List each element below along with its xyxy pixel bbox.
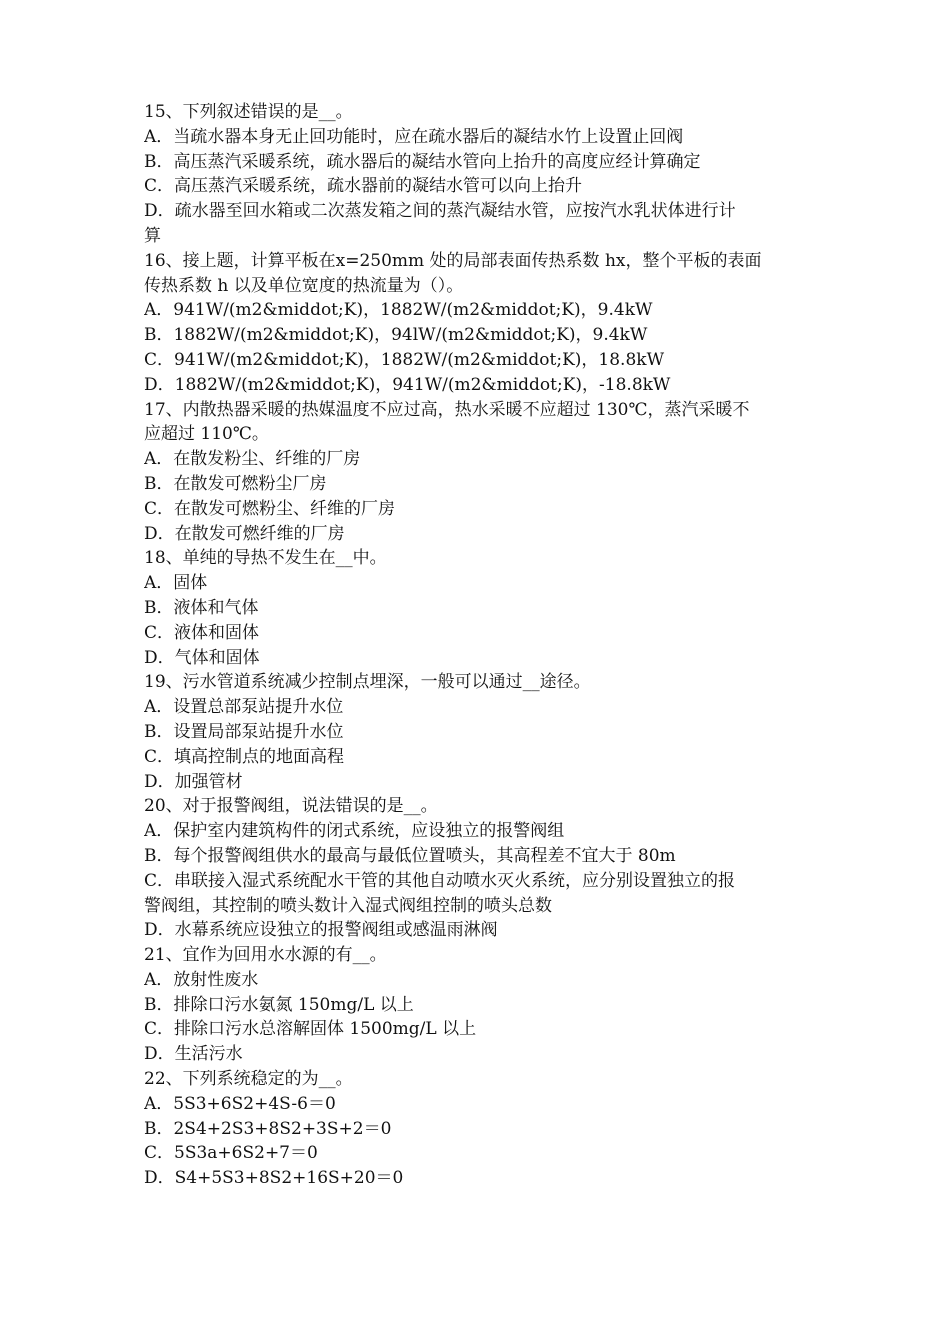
answer-option [144, 621, 810, 646]
question-block [144, 249, 810, 398]
question-block [144, 398, 810, 547]
answer-option-line: D．气体和固体 [144, 647, 260, 668]
answer-option-line: D．水幕系统应设独立的报警阀组或感温雨淋阀 [144, 920, 498, 941]
answer-option-line: C．5S3a+6S2+7＝0 [144, 1143, 318, 1164]
question-block [144, 100, 810, 249]
answer-option-line: A．941W/(m2&middot;K)，1882W/(m2&middot;K)，9.4kW [144, 300, 653, 321]
question-stem-line: 22、下列系统稳定的为__。 [144, 1069, 353, 1090]
answer-option [144, 1042, 810, 1067]
question-stem [144, 943, 810, 968]
question-stem-line: 19、污水管道系统减少控制点埋深，一般可以通过__途径。 [144, 672, 591, 693]
answer-option [144, 1166, 810, 1191]
answer-option [144, 596, 810, 621]
answer-option-line: B．设置局部泵站提升水位 [144, 721, 344, 742]
answer-option [144, 199, 810, 249]
answer-option-line: B．排除口污水氨氮 150mg/L 以上 [144, 994, 414, 1015]
answer-option-line: D．加强管材 [144, 771, 243, 792]
answer-option [144, 1141, 810, 1166]
answer-option [144, 373, 810, 398]
answer-option-line: A．固体 [144, 573, 208, 594]
answer-option [144, 298, 810, 323]
question-stem-line: 20、对于报警阀组，说法错误的是__。 [144, 796, 438, 817]
answer-option [144, 174, 810, 199]
answer-option-line: C．941W/(m2&middot;K)，1882W/(m2&middot;K)，18.8kW [144, 349, 665, 370]
question-stem-line: 应超过 110℃。 [144, 424, 269, 445]
answer-option-line: A．保护室内建筑构件的闭式系统，应设独立的报警阀组 [144, 821, 565, 842]
answer-option [144, 968, 810, 993]
answer-option-line: A．放射性废水 [144, 969, 259, 990]
answer-option [144, 646, 810, 671]
answer-option [144, 150, 810, 175]
answer-option-line: C．高压蒸汽采暖系统，疏水器前的凝结水管可以向上抬升 [144, 176, 583, 197]
document-page [144, 100, 810, 1191]
question-stem-line: 传热系数 h 以及单位宽度的热流量为（）。 [144, 275, 464, 296]
answer-option-line: A．在散发粉尘、纤维的厂房 [144, 449, 361, 470]
answer-option-line: C．串联接入湿式系统配水干管的其他自动喷水灭火系统，应分别设置独立的报 [144, 870, 736, 891]
answer-option [144, 571, 810, 596]
question-stem-line: 16、接上题，计算平板在x=250mm 处的局部表面传热系数 hx，整个平板的表面 [144, 250, 762, 271]
question-stem [144, 100, 810, 125]
answer-option-line: B．液体和气体 [144, 597, 259, 618]
question-block [144, 546, 810, 670]
answer-option [144, 1117, 810, 1142]
question-block [144, 1067, 810, 1191]
answer-option-line: C．排除口污水总溶解固体 1500mg/L 以上 [144, 1019, 477, 1040]
answer-option-line: D．在散发可燃纤维的厂房 [144, 523, 345, 544]
question-block [144, 794, 810, 943]
answer-option [144, 348, 810, 373]
answer-option-line: C．在散发可燃粉尘、纤维的厂房 [144, 498, 396, 519]
answer-option [144, 1092, 810, 1117]
answer-option-line: A．5S3+6S2+4S-6＝0 [144, 1093, 336, 1114]
answer-option [144, 869, 810, 919]
answer-option [144, 918, 810, 943]
answer-option-line: B．2S4+2S3+8S2+3S+2＝0 [144, 1118, 392, 1139]
answer-option [144, 125, 810, 150]
answer-option-line: B．高压蒸汽采暖系统，疏水器后的凝结水管向上抬升的高度应经计算确定 [144, 151, 701, 172]
answer-option-line: A．当疏水器本身无止回功能时，应在疏水器后的凝结水竹上设置止回阀 [144, 126, 684, 147]
answer-option-line: D．1882W/(m2&middot;K)，941W/(m2&middot;K)，-18.8kW [144, 374, 671, 395]
answer-option [144, 447, 810, 472]
answer-option [144, 720, 810, 745]
answer-option-line: D．S4+5S3+8S2+16S+20＝0 [144, 1168, 404, 1189]
answer-option-line: 警阀组，其控制的喷头数计入湿式阀组控制的喷头总数 [144, 895, 552, 916]
question-block [144, 943, 810, 1067]
question-stem [144, 794, 810, 819]
answer-option-line: C．液体和固体 [144, 622, 260, 643]
question-stem-line: 17、内散热器采暖的热媒温度不应过高，热水采暖不应超过 130℃，蒸汽采暖不 [144, 399, 750, 420]
answer-option [144, 745, 810, 770]
answer-option-line: B．1882W/(m2&middot;K)，94lW/(m2&middot;K)，9.4kW [144, 325, 648, 346]
question-stem [144, 546, 810, 571]
question-stem-line: 15、下列叙述错误的是__。 [144, 102, 353, 122]
answer-option [144, 522, 810, 547]
answer-option [144, 323, 810, 348]
question-stem-line: 18、单纯的导热不发生在__中。 [144, 548, 387, 569]
answer-option [144, 472, 810, 497]
answer-option-line: 算 [144, 225, 161, 246]
answer-option [144, 770, 810, 795]
answer-option-line: B．在散发可燃粉尘厂房 [144, 473, 327, 494]
question-stem [144, 670, 810, 695]
answer-option-line: C．填高控制点的地面高程 [144, 746, 345, 767]
answer-option-line: A．设置总部泵站提升水位 [144, 697, 344, 718]
question-block [144, 670, 810, 794]
answer-option [144, 497, 810, 522]
question-stem [144, 1067, 810, 1092]
answer-option-line: B．每个报警阀组供水的最高与最低位置喷头，其高程差不宜大于 80m [144, 845, 676, 866]
answer-option-line: D．疏水器至回水箱或二次蒸发箱之间的蒸汽凝结水管，应按汽水乳状体进行计 [144, 201, 736, 222]
question-stem-line: 21、宜作为回用水水源的有__。 [144, 945, 387, 966]
answer-option [144, 844, 810, 869]
answer-option [144, 993, 810, 1018]
answer-option-line: D．生活污水 [144, 1044, 243, 1065]
answer-option [144, 819, 810, 844]
answer-option [144, 695, 810, 720]
question-stem [144, 398, 810, 448]
question-stem [144, 249, 810, 299]
answer-option [144, 1017, 810, 1042]
